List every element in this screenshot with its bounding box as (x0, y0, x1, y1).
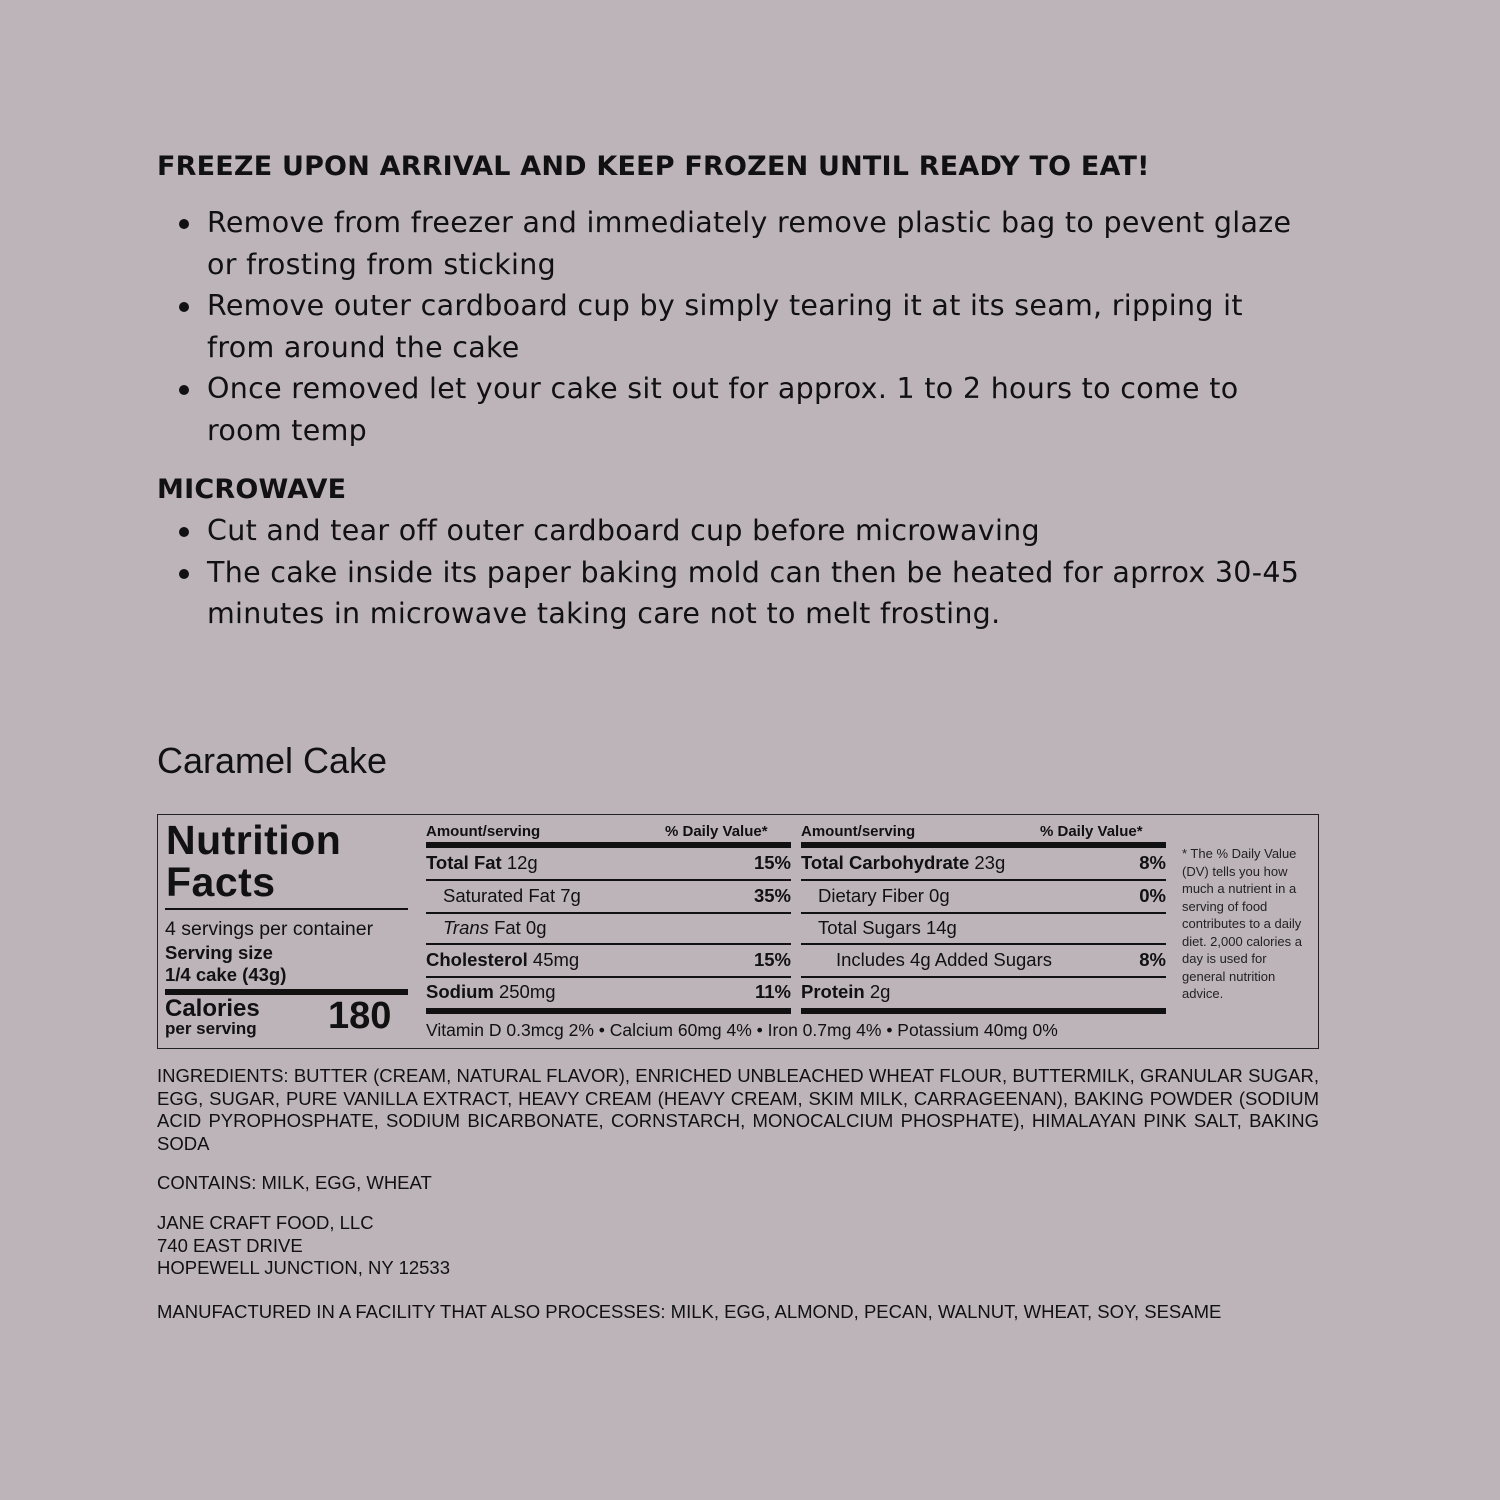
freeze-step: Remove from freezer and immediately remove plastic bag to pevent glaze or frosting from sticking (157, 202, 1317, 285)
facility-notice: MANUFACTURED IN A FACILITY THAT ALSO PROCESSES: MILK, EGG, ALMOND, PECAN, WALNUT, WHEAT, SOY, SESAME (157, 1301, 1222, 1322)
nutrient-daily-value: 15% (753, 852, 791, 873)
ingredients-text: INGREDIENTS: BUTTER (CREAM, NATURAL FLAVOR), ENRICHED UNBLEACHED WHEAT FLOUR, BUTTERMILK, GRANULAR SUGAR, EGG, SUGAR, PURE VANILLA EXTRACT, HEAVY CREAM (HEAVY CREAM, SKIM MILK, CARRAGEENAN), BAKING POWDER (SODIUM ACID PYROPHOSPHATE, SODIUM BICARBONATE, CORNSTARCH, MONOCALCIUM PHOSPHATE), HIMALAYAN PINK SALT, BAKING SODA (157, 1065, 1319, 1154)
nutrient-daily-value: 11% (754, 981, 791, 1002)
daily-value-header: % Daily Value* (665, 823, 768, 840)
microwave-step: Cut and tear off outer cardboard cup before microwaving (157, 510, 1317, 552)
nutrient-name: Includes 4g Added Sugars (836, 949, 1052, 970)
nutrition-facts-title: Nutrition Facts (166, 817, 342, 905)
manufacturer-city: HOPEWELL JUNCTION, NY 12533 (157, 1257, 451, 1278)
nutrient-amount: 0g (929, 885, 950, 906)
nutrient-name: Trans (443, 917, 489, 938)
manufacturer-street: 740 EAST DRIVE (157, 1234, 303, 1256)
product-title: Caramel Cake (157, 740, 388, 781)
nutrient-row-protein (801, 976, 1166, 1008)
nutrient-amount: 250mg (498, 981, 556, 1002)
calories-value: 180 (328, 995, 392, 1037)
allergen-contains: CONTAINS: MILK, EGG, WHEAT (157, 1172, 432, 1193)
nutrient-row-total-sugars (818, 912, 1166, 944)
nutrient-amount: 12g (506, 852, 538, 873)
nutrition-facts-panel (157, 814, 1319, 1049)
freeze-heading: FREEZE UPON ARRIVAL AND KEEP FROZEN UNTIL READY TO EAT! (157, 151, 1150, 182)
freeze-step: Remove outer cardboard cup by simply tearing it at its seam, ripping it from around the cake (157, 285, 1317, 368)
amount-header: Amount/serving (801, 823, 916, 840)
freeze-step: Once removed let your cake sit out for approx. 1 to 2 hours to come to room temp (157, 368, 1317, 451)
nutrient-name: Saturated Fat (443, 885, 556, 906)
daily-value-footnote: * The % Daily Value (DV) tells you how much a nutrient in a serving of food contributes to a daily diet. 2,000 calories a day is used for general nutrition advice. (1182, 846, 1302, 1001)
microwave-heading: MICROWAVE (157, 474, 347, 505)
microwave-step: The cake inside its paper baking mold can then be heated for aprrox 30-45 minutes in microwave taking care not to melt frosting. (157, 552, 1317, 635)
calories-label: Calories (165, 995, 260, 1022)
nutrient-row-total-carbohydrate (801, 847, 1166, 879)
serving-size-value: 1/4 cake (43g) (165, 964, 287, 985)
divider (165, 908, 408, 910)
nutrient-row-sodium (426, 976, 791, 1008)
nutrient-amount: 7g (560, 885, 581, 906)
manufacturer-address (157, 1212, 1319, 1280)
nutrient-amount: 45mg (532, 949, 580, 970)
nutrient-name: Cholesterol (426, 949, 528, 970)
nutrient-name: Total Fat (426, 852, 502, 873)
nutrient-amount: Fat 0g (494, 917, 547, 938)
nutrient-row-trans-fat (443, 912, 791, 944)
manufacturer-name: JANE CRAFT FOOD, LLC (157, 1212, 374, 1233)
microwave-steps-list (157, 510, 1317, 635)
nutrient-row-total-fat (426, 847, 791, 879)
nutrient-amount: 14g (925, 917, 957, 938)
nutrient-daily-value: 15% (753, 949, 791, 970)
vitamins-minerals-line: Vitamin D 0.3mcg 2% • Calcium 60mg 4% • Iron 0.7mg 4% • Potassium 40mg 0% (426, 1020, 1058, 1040)
nutrient-daily-value: 8% (1139, 949, 1166, 970)
divider-thick (801, 1008, 1166, 1014)
servings-per-container: 4 servings per container (165, 918, 374, 940)
nutrient-name: Dietary Fiber (818, 885, 924, 906)
serving-size-label: Serving size (165, 942, 273, 963)
nutrient-row-cholesterol (426, 944, 791, 976)
calories-sublabel: per serving (165, 1019, 257, 1038)
nutrient-amount: 2g (869, 981, 891, 1002)
daily-value-header: % Daily Value* (1040, 823, 1143, 840)
nutrient-row-added-sugars (836, 944, 1166, 976)
nutrient-name: Total Sugars (818, 917, 921, 938)
nutrient-daily-value: 8% (1139, 852, 1166, 873)
nutrient-daily-value: 35% (753, 885, 791, 906)
nutrient-name: Sodium (426, 981, 494, 1002)
nutrient-amount: 23g (974, 852, 1006, 873)
nutrient-daily-value: 0% (1139, 885, 1166, 906)
divider-thick (426, 1008, 791, 1014)
nutrient-row-saturated-fat (443, 880, 791, 912)
nutrient-name: Protein (801, 981, 865, 1002)
amount-header: Amount/serving (426, 823, 541, 840)
nutrient-row-dietary-fiber (818, 880, 1166, 912)
freeze-steps-list (157, 202, 1317, 451)
nutrient-name: Total Carbohydrate (801, 852, 970, 873)
